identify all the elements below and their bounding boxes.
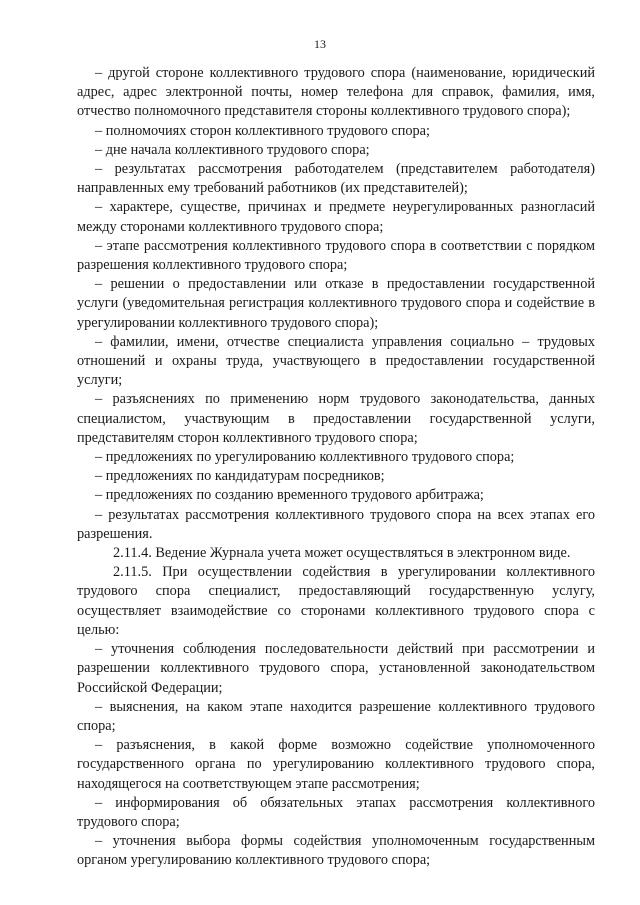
list-item: – фамилии, имени, отчестве специалиста управления социально – трудовых отношений и охраны труда, участвующего в предоставлении государственной услуги; [77, 333, 595, 389]
list-item: – результатах рассмотрения работодателем (представителем работодателя) направленных ему требований работников (их представителей); [77, 161, 595, 197]
list-item: – полномочиях сторон коллективного трудового спора; [95, 122, 430, 139]
list-item: – другой стороне коллективного трудового спора (наименование, юридический адрес, адрес электронной почты, номер телефона для справок, фамилия, имя, отчество полномочного представителя стороны коллективного трудового спора); [77, 65, 595, 120]
paragraph: 2.11.5. При осуществлении содействия в урегулировании коллективного трудового спора специалист, предоставляющий государственную услугу, осуществляет взаимодействие со сторонами коллективного трудового спора с целью: [77, 564, 595, 638]
list-item: – уточнения соблюдения последовательности действий при рассмотрении и разрешении коллективного трудового спора, установленной законодательством Российской Федерации; [77, 641, 595, 696]
list-item: – выяснения, на каком этапе находится разрешение коллективного трудового спора; [77, 698, 595, 734]
list-item: – характере, существе, причинах и предмете неурегулированных разногласий между сторонами коллективного трудового спора; [77, 199, 595, 235]
list-item: – результатах рассмотрения коллективного трудового спора на всех этапах его разрешения. [77, 506, 595, 542]
list-item: – предложениях по кандидатурам посредников; [95, 468, 385, 485]
paragraph: 2.11.4. Ведение Журнала учета может осуществляться в электронном виде. [113, 545, 571, 562]
list-item: – предложениях по урегулированию коллективного трудового спора; [95, 449, 515, 466]
list-item: – уточнения выбора формы содействия уполномоченным государственным органом урегулированию коллективного трудового спора; [77, 833, 595, 869]
list-item: – разъяснения, в какой форме возможно содействие уполномоченного государственного органа по урегулированию коллективного трудового спора, находящегося на соответствующем этапе рассмотрения; [77, 737, 595, 792]
list-item: – информирования об обязательных этапах рассмотрения коллективного трудового спора; [77, 794, 595, 830]
list-item: – решении о предоставлении или отказе в предоставлении государственной услуги (уведомительная регистрация коллективного трудового спора и содействие в урегулировании коллективного трудового спора); [77, 276, 595, 331]
page-number: 13 [314, 37, 326, 51]
list-item: – предложениях по созданию временного трудового арбитража; [95, 487, 484, 504]
document-body [77, 64, 595, 871]
list-item: – разъяснениях по применению норм трудового законодательства, данных специалистом, участвующим в предоставлении государственной услуги, представителям сторон коллективного трудового спора; [77, 391, 595, 446]
list-item: – дне начала коллективного трудового спора; [95, 141, 370, 158]
list-item: – этапе рассмотрения коллективного трудового спора в соответствии с порядком разрешения коллективного трудового спора; [77, 237, 595, 274]
